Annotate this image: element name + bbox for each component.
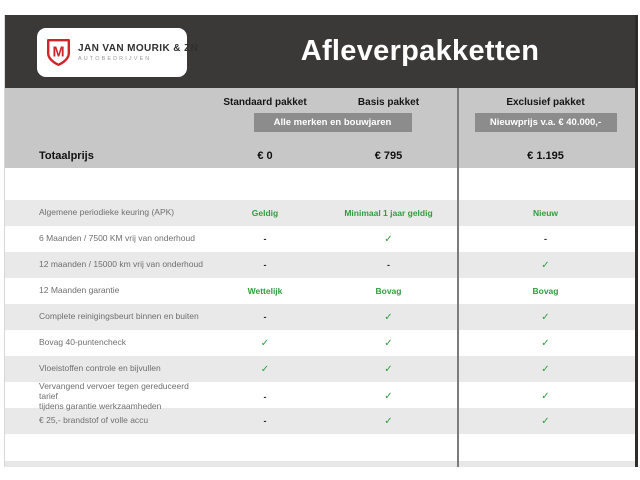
brand-subtitle: AUTOBEDRIJVEN <box>78 55 152 62</box>
afleverpakketten-widget <box>4 15 638 467</box>
check-icon: ✓ <box>541 391 550 403</box>
row-label: 6 Maanden / 7500 KM vrij van onderhoud <box>39 233 195 244</box>
check-icon: ✓ <box>384 415 393 427</box>
row-label: Vloeistoffen controle en bijvullen <box>39 363 161 374</box>
cell-standaard: - <box>263 391 267 402</box>
bottom-spacer <box>5 434 635 461</box>
row-label: Bovag 40-puntencheck <box>39 337 126 348</box>
cell-basis: - <box>387 260 390 270</box>
row-label: Complete reinigingsbeurt binnen en buiten <box>39 311 199 322</box>
cell-basis: Bovag <box>375 286 402 296</box>
plans-header-band <box>5 88 635 168</box>
plan-labels-row <box>5 88 635 108</box>
cell-standaard: - <box>263 234 267 244</box>
cell-exclusief: Nieuw <box>532 208 559 218</box>
check-icon: ✓ <box>541 337 550 349</box>
plan-basis-label: Basis pakket <box>357 97 420 108</box>
cell-basis: Minimaal 1 jaar geldig <box>344 208 433 218</box>
table-row <box>5 408 635 434</box>
total-basis: € 795 <box>374 150 403 162</box>
check-icon: ✓ <box>384 233 393 245</box>
brand-text <box>78 43 198 62</box>
plan-standaard-label: Standaard pakket <box>223 97 307 108</box>
footer-strip <box>5 461 635 467</box>
table-row <box>5 226 635 252</box>
header-bar <box>5 15 635 88</box>
table-row <box>5 278 635 304</box>
brand-name: JAN VAN MOURIK & ZN <box>78 42 199 54</box>
check-icon: ✓ <box>384 363 393 375</box>
check-icon: ✓ <box>541 363 550 375</box>
table-row <box>5 252 635 278</box>
exclusief-column-divider <box>457 88 459 467</box>
page-title: Afleverpakketten <box>300 35 540 67</box>
check-icon: ✓ <box>260 363 270 375</box>
row-label: € 25,- brandstof of volle accu <box>39 415 149 426</box>
total-exclusief: € 1.195 <box>527 150 564 162</box>
total-label: Totaalprijs <box>39 150 94 162</box>
check-icon: ✓ <box>541 415 550 427</box>
feature-table <box>5 200 635 434</box>
total-standaard: € 0 <box>257 150 273 162</box>
cell-exclusief: Bovag <box>532 286 559 296</box>
cell-standaard: - <box>263 416 267 426</box>
cell-standaard: Geldig <box>251 208 279 218</box>
row-label: 12 maanden / 15000 km vrij van onderhoud <box>39 259 203 270</box>
brand-shield-icon <box>46 38 71 67</box>
table-row <box>5 330 635 356</box>
check-icon: ✓ <box>260 337 270 349</box>
brand-logo <box>37 28 199 77</box>
exclusief-badge: Nieuwprijs v.a. € 40.000,- <box>475 113 617 132</box>
cell-standaard: Wettelijk <box>247 286 283 296</box>
row-label: 12 Maanden garantie <box>39 285 120 296</box>
table-row <box>5 200 635 226</box>
plan-badges-row <box>5 113 635 132</box>
cell-standaard: - <box>263 260 267 270</box>
table-row <box>5 381 635 411</box>
cell-standaard: - <box>263 312 267 322</box>
check-icon: ✓ <box>384 311 393 323</box>
shared-badge: Alle merken en bouwjaren <box>254 113 412 132</box>
row-label: Vervangend vervoer tegen gereduceerd tarief tijdens garantie werkzaamheden <box>39 381 189 411</box>
check-icon: ✓ <box>384 337 393 349</box>
row-label: Algemene periodieke keuring (APK) <box>39 207 175 218</box>
spacer <box>5 168 635 200</box>
cell-exclusief: - <box>544 234 547 244</box>
total-price-row <box>5 150 635 162</box>
check-icon: ✓ <box>541 311 550 323</box>
check-icon: ✓ <box>541 259 550 271</box>
brand-letter: M <box>52 44 65 61</box>
table-row <box>5 304 635 330</box>
plan-exclusief-label: Exclusief pakket <box>506 97 585 108</box>
table-row <box>5 356 635 382</box>
check-icon: ✓ <box>384 391 393 403</box>
